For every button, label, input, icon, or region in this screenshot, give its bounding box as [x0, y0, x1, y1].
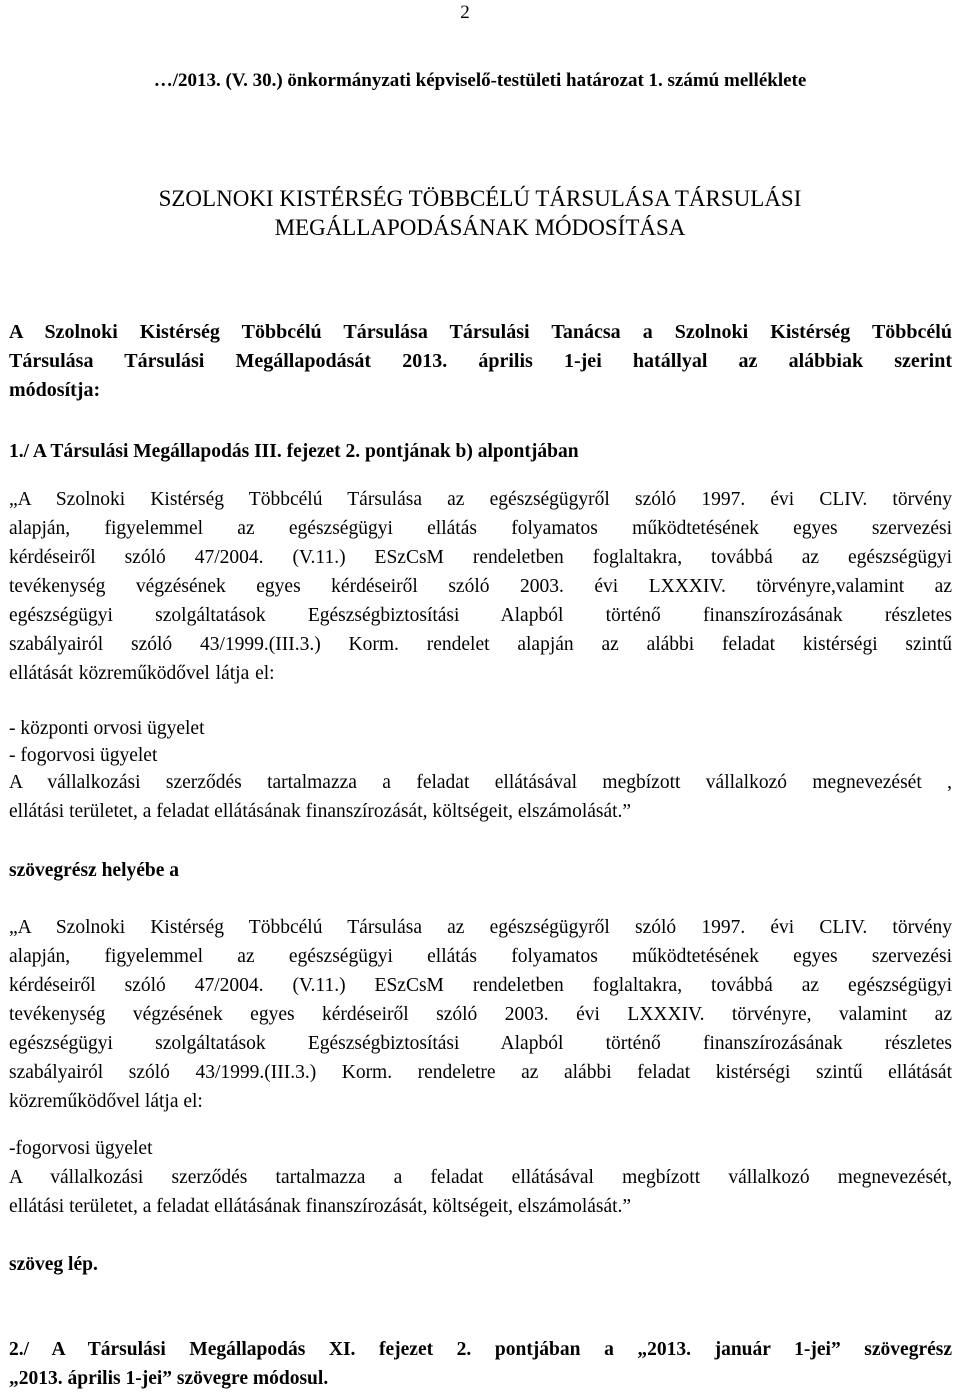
page-number: 2: [460, 2, 470, 23]
point-2-line-2: „2013. április 1-jei” szövegre módosul.: [9, 1368, 329, 1389]
quote-1-tail: [9, 768, 952, 826]
quote-1-tail-line-2: ellátási területet, a feladat ellátásának finanszírozását, költségeit, elszámolását.”: [9, 801, 632, 822]
quote-2-line-6: szabályairól szóló 43/1999.(III.3.) Korm. rendeletre az alábbi feladat kistérségi szintű ellátását: [9, 1062, 952, 1083]
intro-line-1: A Szolnoki Kistérség Többcélú Társulása Társulási Tanácsa a Szolnoki Kistérség Többcélú: [9, 321, 952, 343]
quote-1-line-2: alapján, figyelemmel az egészségügyi ellátás folyamatos működtetésének egyes szervezési: [9, 518, 952, 539]
quote-1-line-5: egészségügyi szolgáltatások Egészségbiztosítási Alapból történő finanszírozásának részletes: [9, 605, 952, 626]
quote-1-paragraph: [9, 485, 952, 688]
document-title: [0, 184, 960, 242]
quote-1-line-4: tevékenység végzésének egyes kérdéseiről szóló 2003. évi LXXXIV. törvényre,valamint az: [9, 576, 952, 597]
intro-paragraph: [9, 318, 952, 406]
replace-label: szövegrész helyébe a: [9, 860, 180, 881]
document-header: …/2013. (V. 30.) önkormányzati képviselő-testületi határozat 1. számú melléklete: [153, 70, 807, 91]
intro-line-3: módosítja:: [9, 379, 101, 401]
quote-2-line-7: közreműködővel látja el:: [9, 1091, 203, 1112]
quote-2-line-1: „A Szolnoki Kistérség Többcélú Társulása az egészségügyről szóló 1997. évi CLIV. törvény: [9, 917, 952, 938]
list-item: - fogorvosi ügyelet: [9, 744, 158, 766]
quote-2-list: [9, 1134, 952, 1221]
quote-1-line-1: „A Szolnoki Kistérség Többcélú Társulása az egészségügyről szóló 1997. évi CLIV. törvény: [9, 489, 952, 510]
quote-1-line-3: kérdéseiről szóló 47/2004. (V.11.) ESzCsM rendeletben foglaltakra, továbbá az egészségügyi: [9, 547, 952, 568]
quote-1-list: [9, 716, 952, 769]
quote-1-line-7: ellátását közreműködővel látja el:: [9, 663, 275, 684]
quote-2-tail-line-2: ellátási területet, a feladat ellátásának finanszírozását, költségeit, elszámolását.”: [9, 1196, 632, 1217]
quote-2-line-4: tevékenység végzésének egyes kérdéseiről szóló 2003. évi LXXXIV. törvényre, valamint az: [9, 1004, 952, 1025]
point-2-line-1: 2./ A Társulási Megállapodás XI. fejezet 2. pontjában a „2013. január 1-jei” szövegrész: [9, 1339, 952, 1360]
title-line-1: SZOLNOKI KISTÉRSÉG TÖBBCÉLÚ TÁRSULÁSA TÁRSULÁSI: [158, 186, 802, 211]
quote-1-tail-line-1: A vállalkozási szerződés tartalmazza a feladat ellátásával megbízott vállalkozó megnevezését ,: [9, 772, 952, 793]
quote-2-line-3: kérdéseiről szóló 47/2004. (V.11.) ESzCsM rendeletben foglaltakra, továbbá az egészségügyi: [9, 975, 952, 996]
quote-1-line-6: szabályairól szóló 43/1999.(III.3.) Korm. rendelet alapján az alábbi feladat kistérségi szintű: [9, 634, 952, 655]
title-line-2: MEGÁLLAPODÁSÁNAK MÓDOSÍTÁSA: [274, 215, 686, 240]
quote-2-line-2: alapján, figyelemmel az egészségügyi ellátás folyamatos működtetésének egyes szervezési: [9, 946, 952, 967]
point-2-paragraph: [9, 1335, 952, 1394]
list-item: - központi orvosi ügyelet: [9, 718, 205, 739]
intro-line-2: Társulása Társulási Megállapodását 2013. április 1-jei hatállyal az alábbiak szerint: [9, 350, 952, 372]
quote-2-line-5: egészségügyi szolgáltatások Egészségbiztosítási Alapból történő finanszírozásának részletes: [9, 1033, 952, 1054]
quote-2-paragraph: [9, 913, 952, 1116]
szoveg-lep-label: szöveg lép.: [9, 1254, 98, 1275]
quote-2-tail-line-1: A vállalkozási szerződés tartalmazza a feladat ellátásával megbízott vállalkozó megnevezését,: [9, 1167, 952, 1188]
list-item: -fogorvosi ügyelet: [9, 1138, 153, 1159]
point-1-heading: 1./ A Társulási Megállapodás III. fejezet 2. pontjának b) alpontjában: [9, 441, 579, 462]
